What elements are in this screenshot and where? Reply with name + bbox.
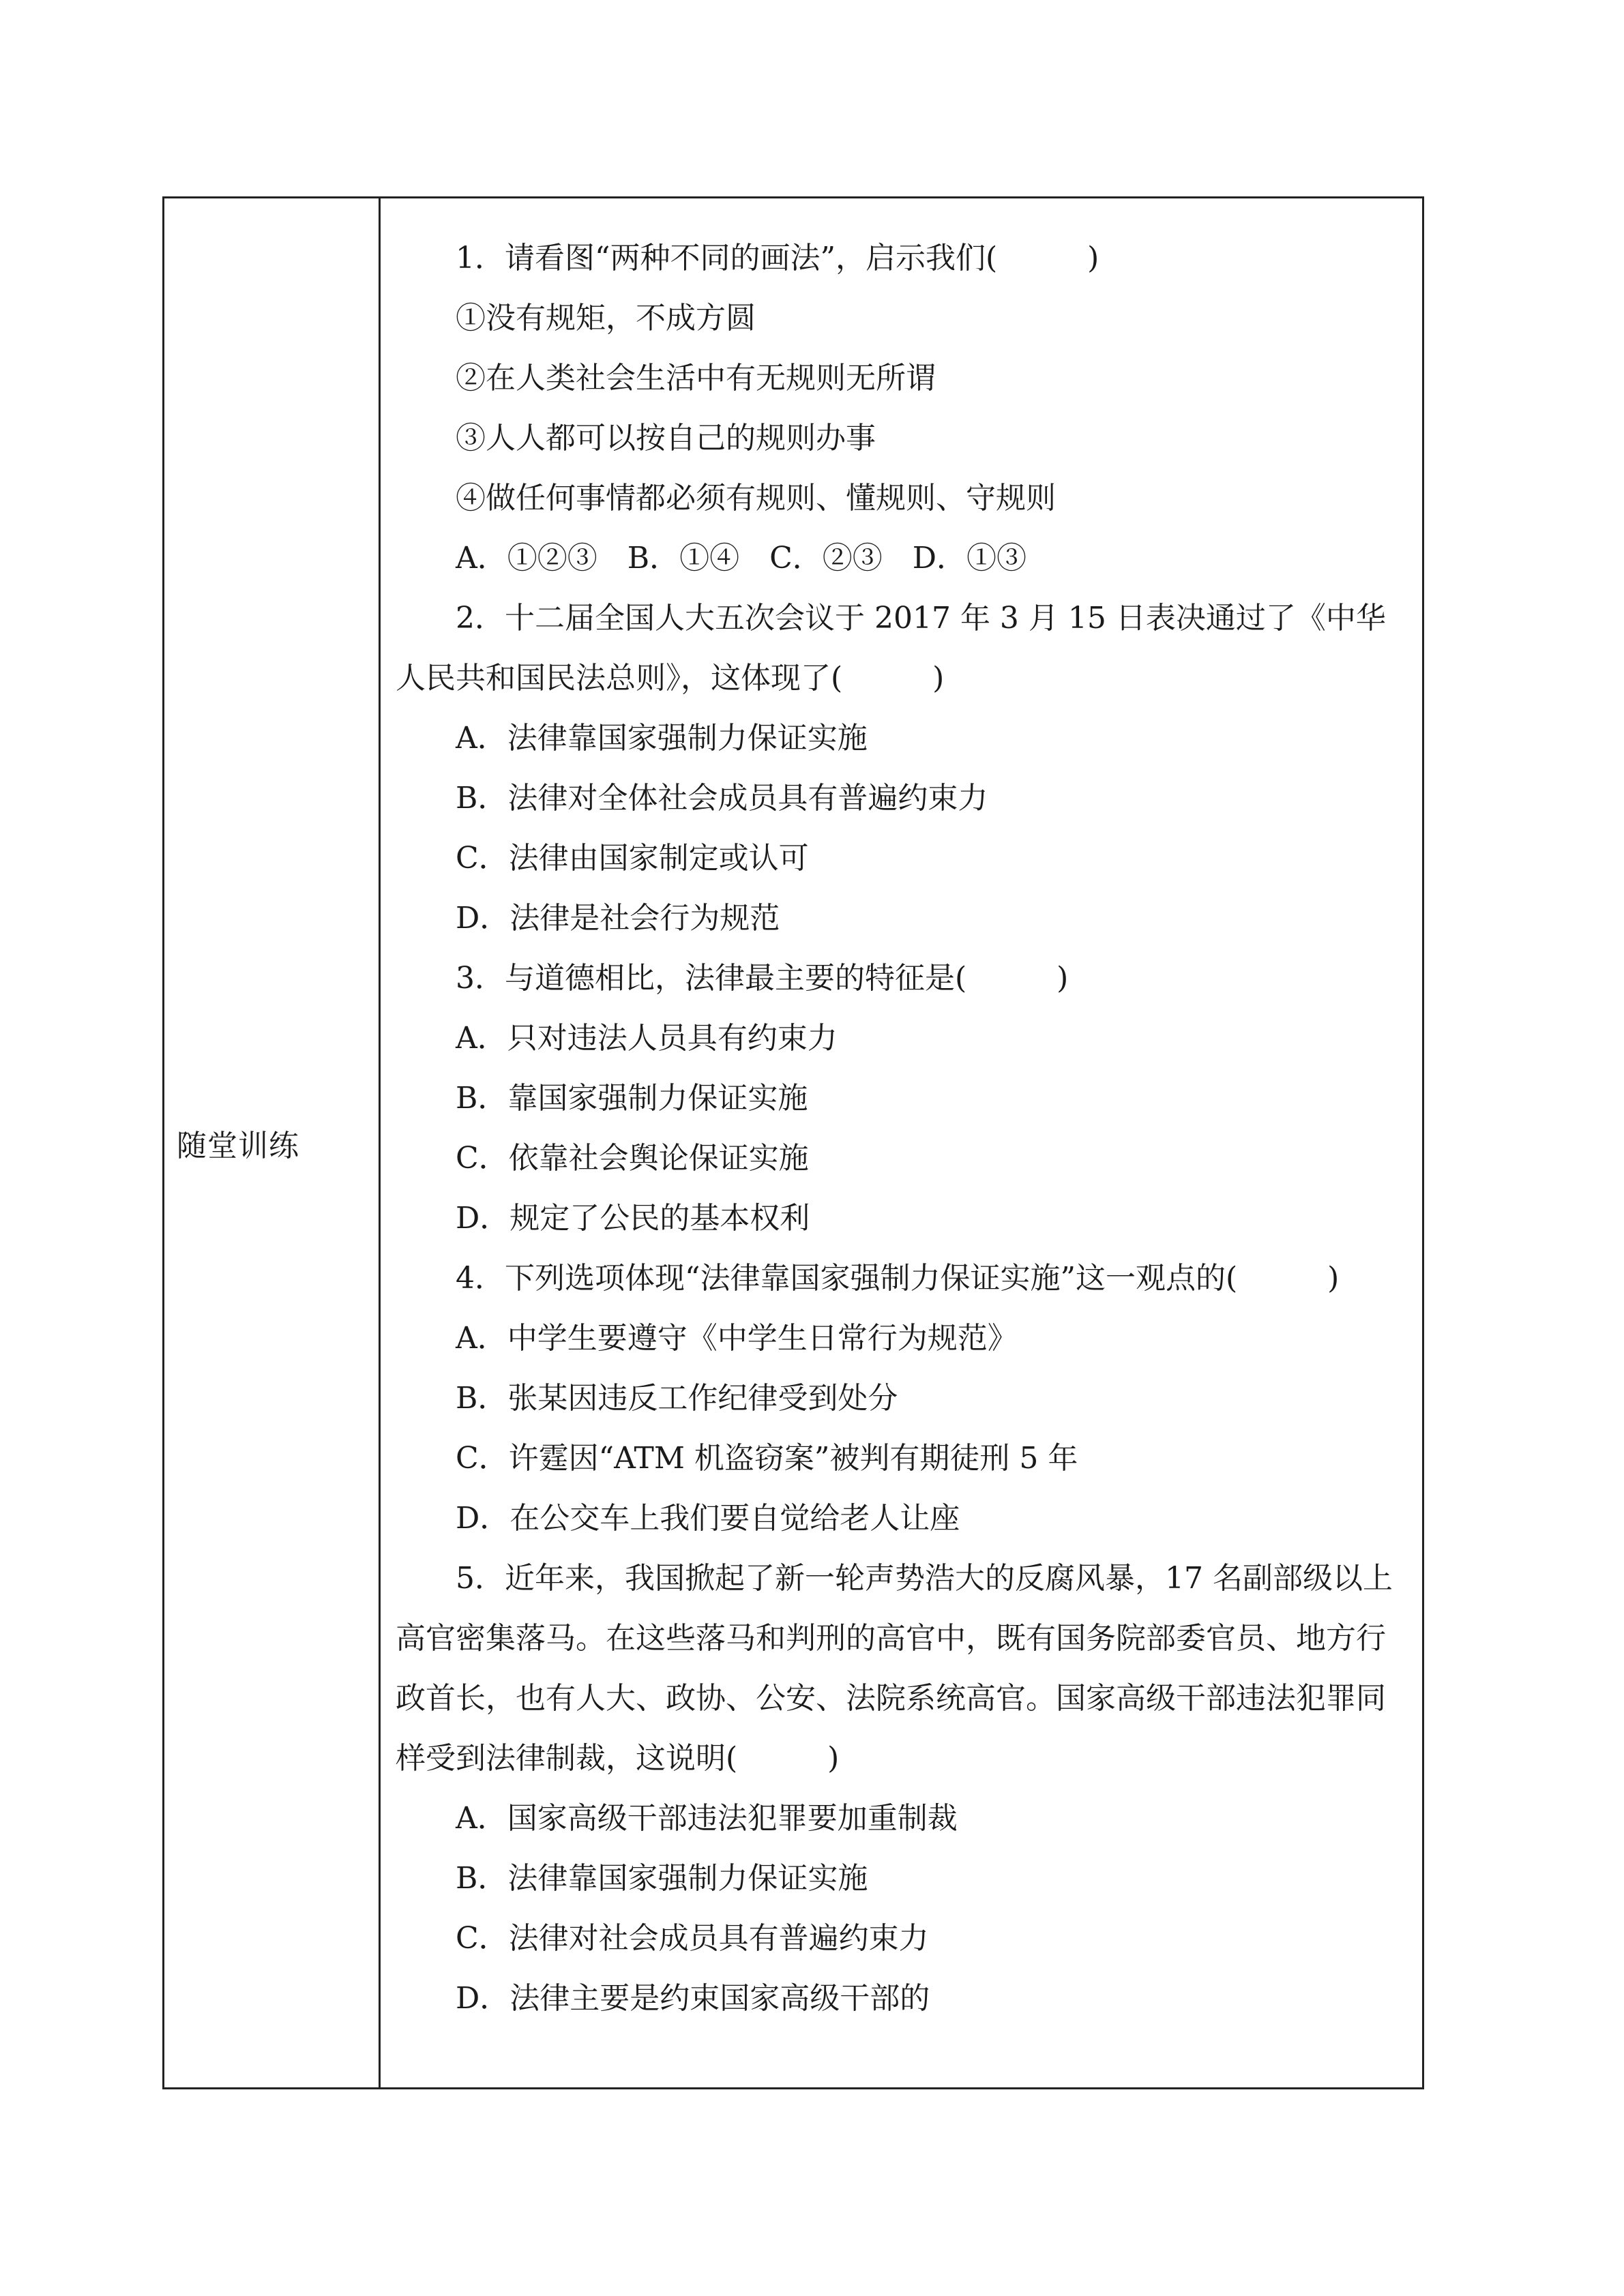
question-5: 5．近年来，我国掀起了新一轮声势浩大的反腐风暴，17 名副部级以上高官密集落马。在这些落马和判刑的高官中，既有国务院部委官员、地方行政首长，也有人大、政协、公安、法院系统高官。国家高级干部违法犯罪同样受到法律制裁，这说明( ) (396, 1561, 1393, 1776)
question-5-option-a: A．国家高级干部违法犯罪要加重制裁 (456, 1801, 958, 1836)
question-1-statement-4: ④做任何事情都必须有规则、懂规则、守规则 (456, 481, 1056, 516)
question-2-option-d: D．法律是社会行为规范 (456, 901, 780, 936)
question-5-option-b: B．法律靠国家强制力保证实施 (456, 1861, 868, 1896)
question-4-option-b: B．张某因违反工作纪律受到处分 (456, 1381, 898, 1416)
question-2: 2．十二届全国人大五次会议于 2017 年 3 月 15 日表决通过了《中华人民共和国民法总则》，这体现了( ) (396, 601, 1386, 696)
question-5-option-d: D．法律主要是约束国家高级干部的 (456, 1981, 930, 2016)
question-1-options: A．①②③ B．①④ C．②③ D．①③ (456, 541, 1027, 576)
questions-cell (381, 198, 1422, 2087)
question-4-option-a: A．中学生要遵守《中学生日常行为规范》 (456, 1321, 1018, 1356)
question-3-option-b: B．靠国家强制力保证实施 (456, 1081, 808, 1116)
question-1-statement-2: ②在人类社会生活中有无规则无所谓 (456, 361, 936, 396)
question-1-statement-1: ①没有规矩，不成方圆 (456, 301, 756, 336)
question-3-option-d: D．规定了公民的基本权利 (456, 1201, 810, 1236)
question-1: 1．请看图“两种不同的画法”，启示我们( ) (456, 241, 1099, 275)
section-label: 随堂训练 (177, 1129, 299, 1163)
question-3-option-c: C．依靠社会舆论保证实施 (456, 1141, 809, 1176)
section-label-cell (164, 198, 381, 2087)
question-5-option-c: C．法律对社会成员具有普遍约束力 (456, 1921, 929, 1956)
question-4-option-d: D．在公交车上我们要自觉给老人让座 (456, 1501, 960, 1536)
question-3-option-a: A．只对违法人员具有约束力 (456, 1021, 838, 1056)
question-4: 4．下列选项体现“法律靠国家强制力保证实施”这一观点的( ) (456, 1261, 1340, 1296)
question-4-option-c: C．许霆因“ATM 机盗窃案”被判有期徒刑 5 年 (456, 1441, 1078, 1476)
question-3: 3．与道德相比，法律最主要的特征是( ) (456, 961, 1069, 996)
question-1-statement-3: ③人人都可以按自己的规则办事 (456, 421, 876, 456)
question-2-option-b: B．法律对全体社会成员具有普遍约束力 (456, 781, 988, 816)
question-2-option-a: A．法律靠国家强制力保证实施 (456, 721, 868, 756)
exercise-table (162, 196, 1424, 2089)
question-2-option-c: C．法律由国家制定或认可 (456, 841, 809, 876)
